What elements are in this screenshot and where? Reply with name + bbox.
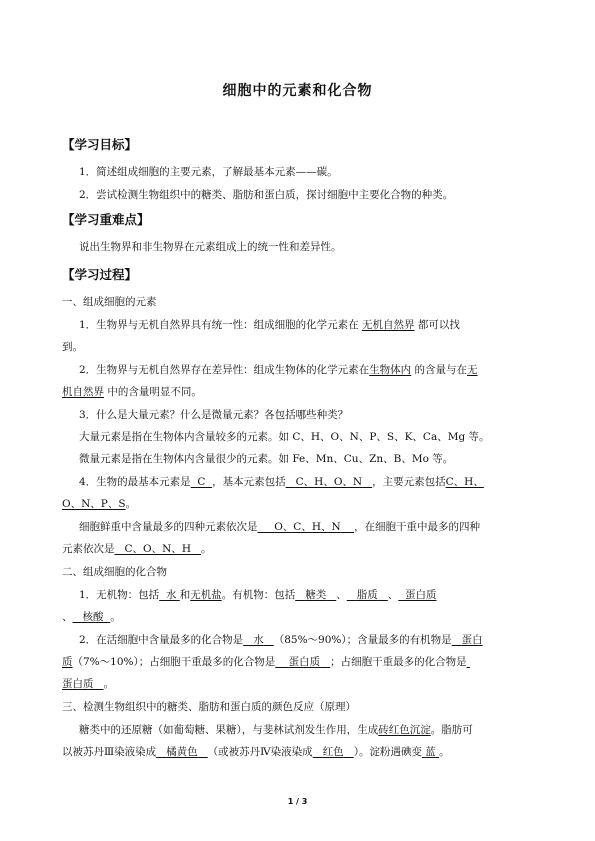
s1-item-3: 3．什么是大量元素？什么是微量元素？各包括哪些种类？ — [79, 409, 349, 421]
blank-answer: 水 — [253, 634, 264, 646]
s1-item-2: 2．生物界与无机自然界存在差异性：组成生物体的化学元素在生物体内 的含量与在无 — [79, 364, 478, 376]
blank-answer: C、H、 — [445, 476, 484, 488]
s2-item-2-cont2: 蛋白质 。 — [62, 678, 115, 690]
blank-answer: 脂质 — [356, 589, 378, 601]
s2-item-1: 1．无机物：包括 水 和无机盐。有机物：包括 糖类 、 脂质 、 蛋白质 — [79, 589, 437, 601]
section-2-title: 二、组成细胞的化合物 — [62, 566, 167, 578]
section-1-title: 一、组成细胞的元素 — [62, 296, 157, 308]
blank-answer: 核酸 — [82, 611, 104, 623]
blank-answer: 蛋白 — [461, 634, 483, 646]
s1-minor-elements: 微量元素是指在生物体内含量很少的元素。如 Fe、Mn、Cu、Zn、B、Mo 等。 — [79, 453, 454, 465]
blank-answer: 无 — [467, 364, 478, 376]
heading-goals: 【学习目标】 — [62, 137, 138, 152]
s1-item-4-cont: O、N、P、S。 — [62, 498, 137, 510]
blank-answer: C、O、N、H — [124, 543, 192, 555]
key-point: 说出生物界和非生物界在元素组成上的统一性和差异性。 — [79, 241, 342, 253]
blank-answer: 糖类 — [305, 589, 327, 601]
s2-item-2: 2．在活细胞中含量最多的化合物是 水 （85%～90%）；含量最多的有机物是 蛋白 — [79, 634, 483, 646]
s2-item-2-cont: 质（7%～10%）；占细胞干重最多的化合物是 蛋白质 ；占细胞干重最多的化合物是 — [62, 655, 470, 669]
goal-1: 1．简述组成细胞的主要元素，了解最基本元素——碳。 — [79, 166, 338, 178]
s1-major-elements: 大量元素是指在生物体内含量较多的元素。如 C、H、O、N、P、S、K、Ca、Mg 等。 — [79, 431, 490, 443]
goal-2: 2．尝试检测生物组织中的糖类、脂肪和蛋白质，探讨细胞中主要化合物的种类。 — [79, 189, 454, 201]
blank-answer: 生物体内 — [369, 364, 412, 376]
blank-answer: 红色 — [322, 746, 344, 758]
blank-answer: 无机盐 — [190, 589, 222, 601]
blank-answer — [467, 656, 470, 668]
s1-item-1: 1．生物界与无机自然界具有统一性：组成细胞的化学元素在 无机自然界 都可以找 — [79, 319, 460, 331]
blank-answer: O、C、H、N — [274, 521, 341, 533]
blank-answer: 蓝 — [425, 746, 436, 758]
s1-item-2-cont: 机自然界 中的含量明显不同。 — [62, 386, 202, 398]
heading-process: 【学习过程】 — [62, 267, 138, 282]
blank-answer: 蛋白质 — [62, 678, 94, 690]
blank-answer: 橘黄色 — [166, 746, 198, 758]
blank-answer: 机自然界 — [62, 386, 104, 398]
blank-answer: 质 — [62, 656, 73, 668]
blank-answer: 无机自然界 — [362, 319, 415, 331]
s1-item-1-cont: 到。 — [62, 341, 83, 353]
page-title: 细胞中的元素和化合物 — [222, 83, 373, 99]
s1-item-5: 细胞鲜重中含量最多的四种元素依次是 O、C、H、N ，在细胞干重中最多的四种 — [79, 521, 481, 533]
blank-answer: C — [197, 476, 206, 488]
s2-item-1-cont: 、 核酸 。 — [62, 611, 121, 623]
s1-item-4: 4．生物的最基本元素是 C ，基本元素包括 C、H、O、N ，主要元素包括C、H、 — [79, 476, 484, 488]
page-number: 1 / 3 — [287, 797, 308, 806]
s3-paragraph-cont: 以被苏丹Ⅲ染液染成 橘黄色 （或被苏丹Ⅳ染液染成 红色 ）。淀粉遇碘变 蓝 。 — [62, 746, 450, 758]
section-3-title: 三、检测生物组织中的糖类、脂肪和蛋白质的颜色反应（原理） — [62, 701, 356, 713]
blank-answer: C、H、O、N — [295, 476, 363, 488]
blank-answer: 砖红色沉淀 — [378, 724, 431, 736]
heading-key-points: 【学习重难点】 — [62, 212, 150, 227]
blank-answer: 蛋白质 — [288, 656, 321, 668]
s3-paragraph: 糖类中的还原糖（如葡萄糖、果糖），与斐林试剂发生作用，生成砖红色沉淀。脂肪可 — [79, 724, 473, 736]
blank-answer: O、N、P、S — [62, 498, 126, 510]
s1-item-5-cont: 元素依次是 C、O、N、H 。 — [62, 543, 212, 555]
blank-answer: 蛋白质 — [404, 589, 437, 601]
blank-answer: 水 — [165, 589, 177, 601]
